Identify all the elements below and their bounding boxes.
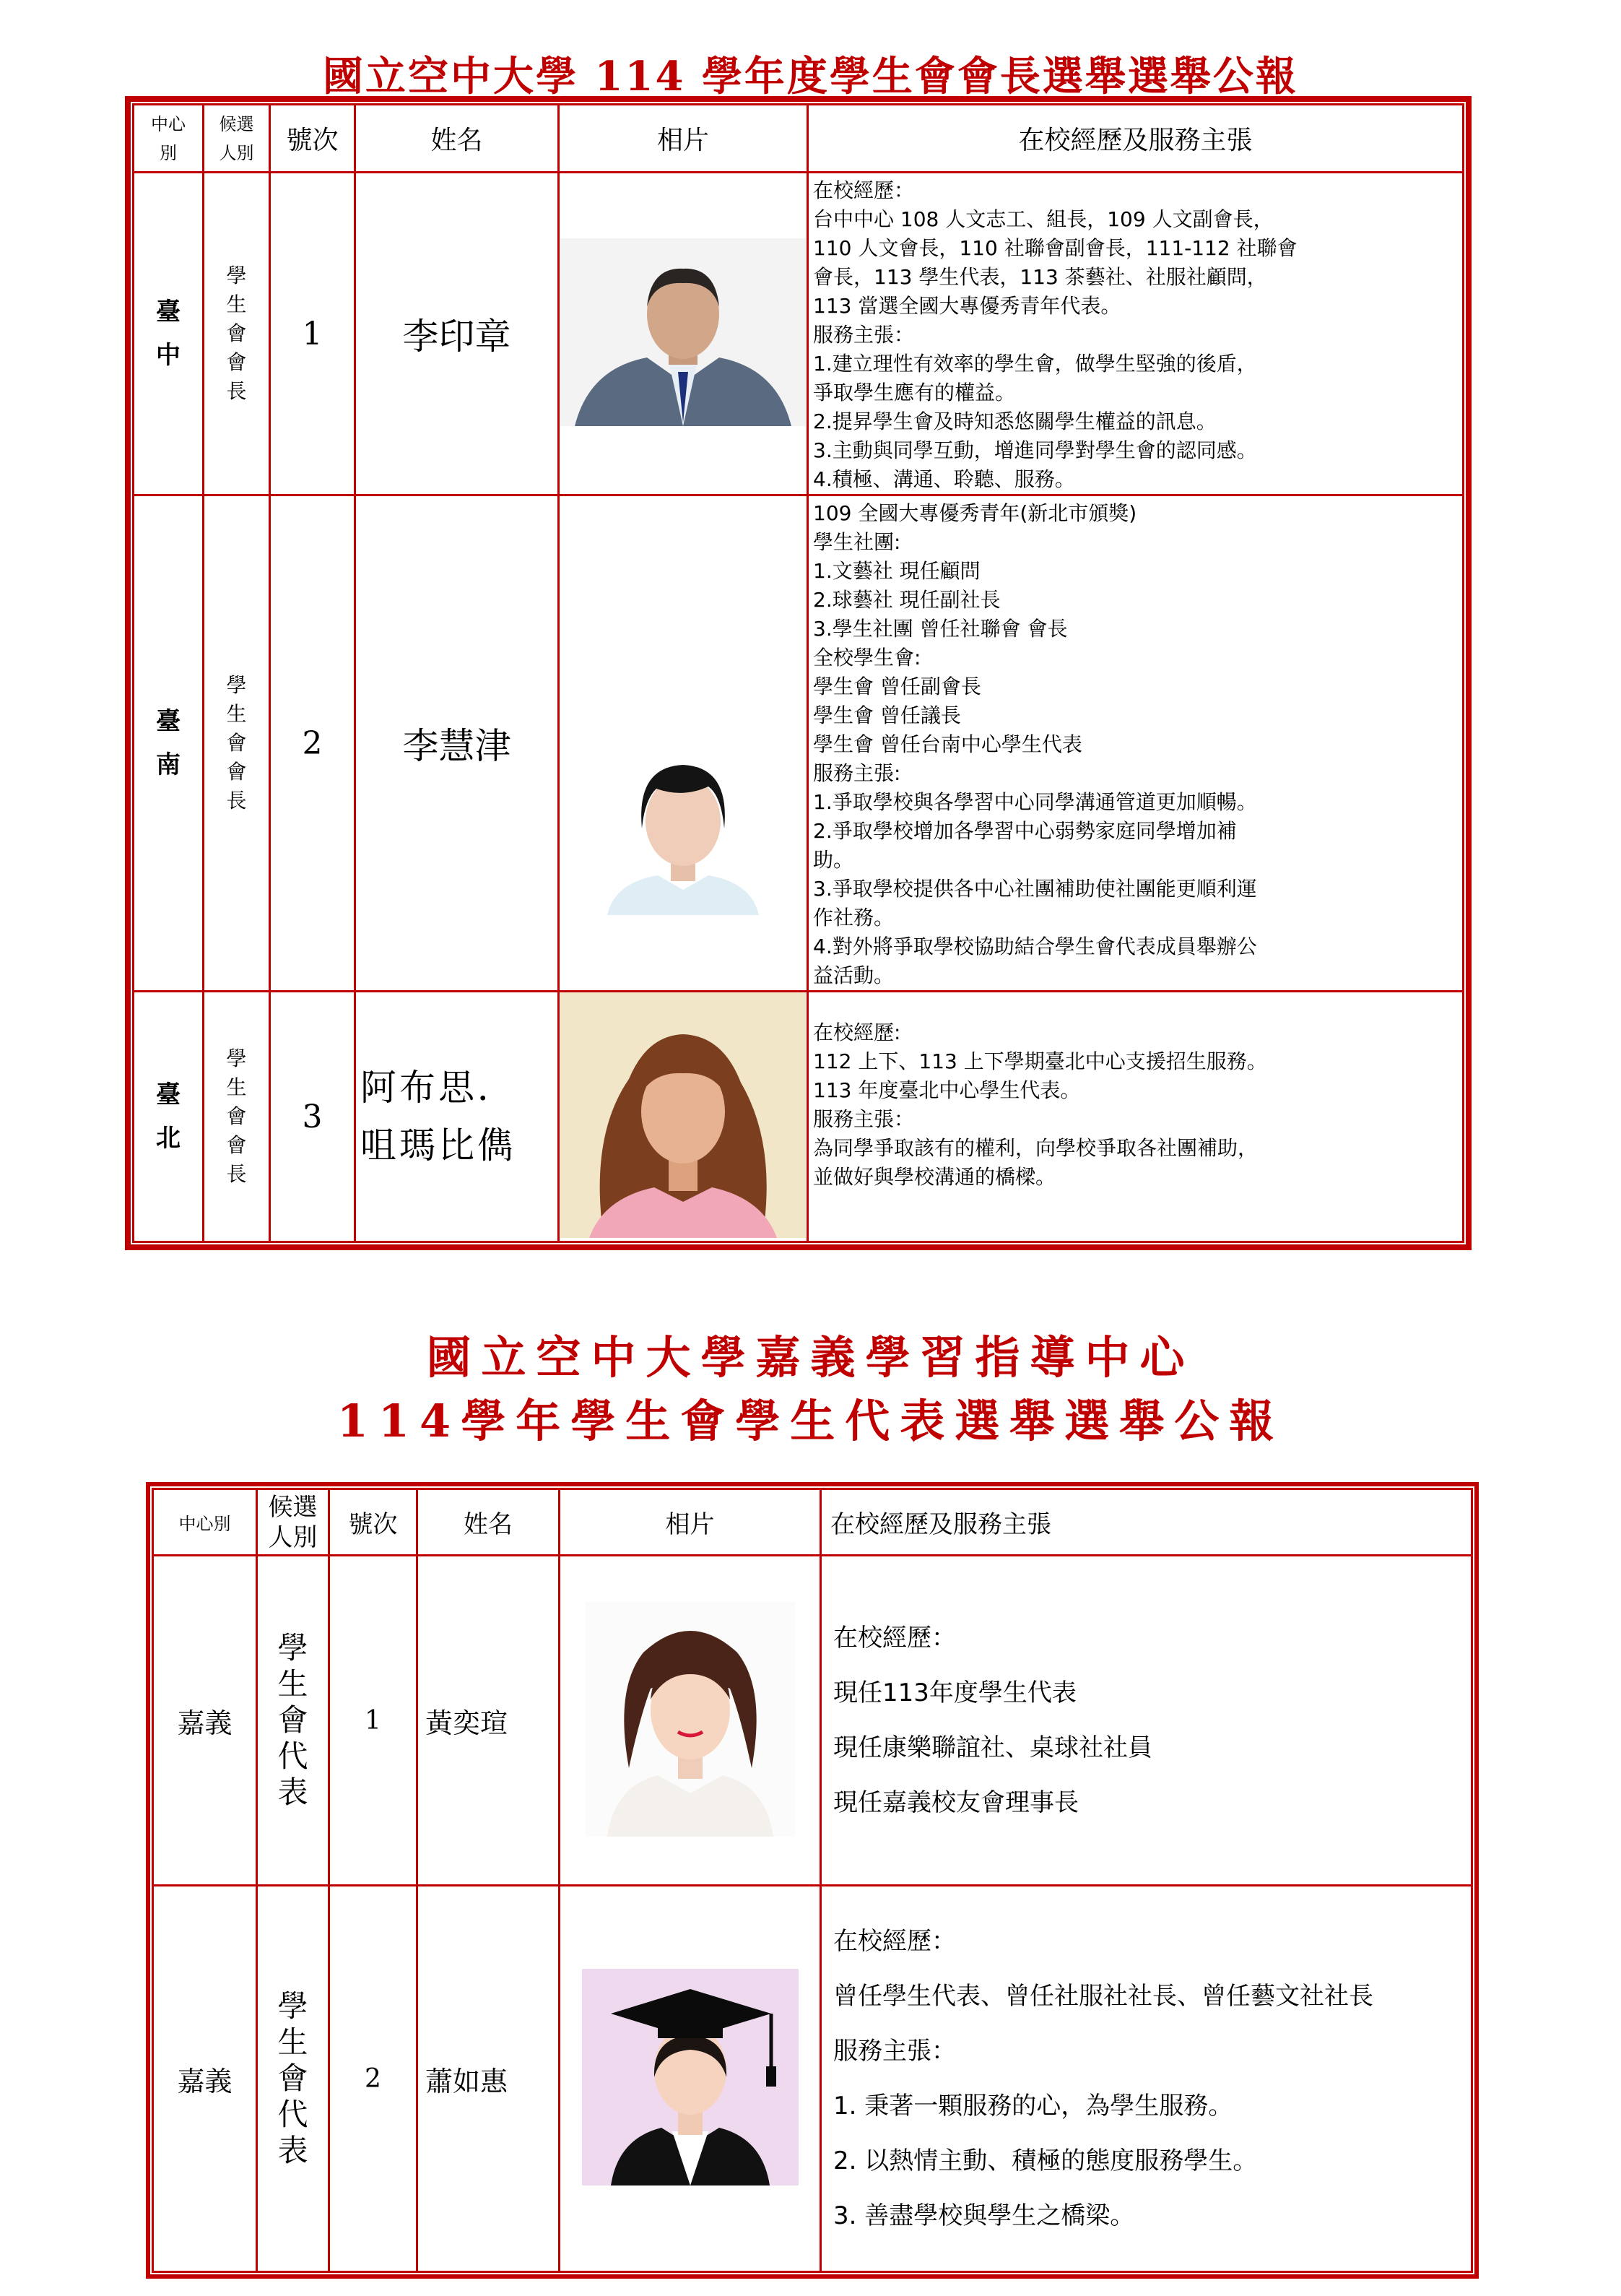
- representative-candidates-table: [152, 1488, 1473, 2273]
- candidate-type-cell: 學 生 會 會 長: [204, 496, 271, 992]
- president-candidates-table: [132, 103, 1464, 1243]
- header-photo: 相片: [560, 103, 809, 173]
- table-header-row: [152, 1488, 1473, 1556]
- bio-cell: 109 全國大專優秀青年(新北市頒獎) 學生社團: 1.文藝社 現任顧問 2.球藝社 現任副社長 3.學生社團 曾任社聯會 會長 全校學生會: 學生會 曾任副會長 學生會 曾任議長 學生會 曾任台南中心學生代表 服務主張: 1.爭取學校與各學習中心同學溝通管道更加順暢。 2.爭取學校增加各學習中心弱勢家庭同學增加補 助。 3.爭取學校提供各中心社團補助使社團能更順利運 作社務。 4.對外將爭取學校協助結合學生會代表成員舉辦公 益活動。: [809, 496, 1464, 992]
- table-row: [132, 496, 1464, 992]
- photo-cell: [560, 992, 809, 1243]
- header-center: 中心別: [152, 1488, 258, 1556]
- bulletin2-title-line2: 114學年學生會學生代表選舉選舉公報: [336, 1395, 1285, 1447]
- center-cell: 嘉義: [152, 1556, 258, 1886]
- candidate-type-cell: 學 生 會 會 長: [204, 992, 271, 1243]
- number-cell: 2: [330, 1886, 418, 2273]
- header-center: 中心 別: [132, 103, 204, 173]
- candidate-photo: [560, 992, 806, 1238]
- center-cell: 嘉義: [152, 1886, 258, 2273]
- bulletin1-title: 國立空中大學 114 學年度學生會會長選舉選舉公報: [323, 53, 1298, 100]
- number-cell: 1: [271, 173, 356, 496]
- name-cell: 李慧津: [356, 496, 560, 992]
- candidate-photo: [560, 238, 806, 426]
- header-number: 號次: [330, 1488, 418, 1556]
- candidate-photo: [593, 735, 773, 915]
- photo-cell: [560, 1556, 822, 1886]
- candidate-photo: [582, 1969, 799, 2185]
- center-cell: 臺 中: [132, 173, 204, 496]
- name-cell: 阿布思． 咀瑪比儁: [356, 992, 560, 1243]
- header-bio: 在校經歷及服務主張: [809, 103, 1464, 173]
- bio-cell: 在校經歷： 現任113年度學生代表 現任康樂聯誼社、桌球社社員 現任嘉義校友會理事長: [822, 1556, 1473, 1886]
- header-name: 姓名: [356, 103, 560, 173]
- candidate-type-cell: 學 生 會 代 表: [258, 1556, 330, 1886]
- photo-cell: [560, 496, 809, 992]
- photo-cell: [560, 1886, 822, 2273]
- candidate-type-cell: 學 生 會 代 表: [258, 1886, 330, 2273]
- name-cell: 蕭如惠: [418, 1886, 560, 2273]
- header-number: 號次: [271, 103, 356, 173]
- photo-cell: [560, 173, 809, 496]
- header-candidate-type: 候選 人別: [204, 103, 271, 173]
- table-row: [152, 1556, 1473, 1886]
- number-cell: 3: [271, 992, 356, 1243]
- header-name: 姓名: [418, 1488, 560, 1556]
- bulletin2-title-line1: 國立空中大學嘉義學習指導中心: [426, 1331, 1195, 1384]
- header-photo: 相片: [560, 1488, 822, 1556]
- number-cell: 2: [271, 496, 356, 992]
- bio-cell: 在校經歷： 台中中心 108 人文志工、組長，109 人文副會長， 110 人文會長，110 社聯會副會長，111-112 社聯會 會長，113 學生代表，113 茶藝社、社服社顧問， 113 當選全國大專優秀青年代表。 服務主張： 1.建立理性有效率的學生會，做學生堅強的後盾， 爭取學生應有的權益。 2.提昇學生會及時知悉悠關學生權益的訊息。 3.主動與同學互動，增進同學對學生會的認同感。 4.積極、溝通、聆聽、服務。: [809, 173, 1464, 496]
- table-row: [152, 1886, 1473, 2273]
- center-cell: 臺 南: [132, 496, 204, 992]
- bio-cell: 在校經歷： 曾任學生代表、曾任社服社社長、曾任藝文社社長 服務主張： 1. 秉著一顆服務的心，為學生服務。 2. 以熱情主動、積極的態度服務學生。 3. 善盡學校與學生之橋梁。: [822, 1886, 1473, 2273]
- bio-cell: 在校經歷: 112 上下、113 上下學期臺北中心支援招生服務。 113 年度臺北中心學生代表。 服務主張： 為同學爭取該有的權利，向學校爭取各社團補助， 並做好與學校溝通的橋樑。: [809, 992, 1464, 1243]
- table-row: [132, 173, 1464, 496]
- header-bio: 在校經歷及服務主張: [822, 1488, 1473, 1556]
- candidate-photo: [586, 1602, 795, 1837]
- header-candidate-type: 候選 人別: [258, 1488, 330, 1556]
- table-row: [132, 992, 1464, 1243]
- table-header-row: [132, 103, 1464, 173]
- center-cell: 臺 北: [132, 992, 204, 1243]
- number-cell: 1: [330, 1556, 418, 1886]
- name-cell: 李印章: [356, 173, 560, 496]
- name-cell: 黃奕瑄: [418, 1556, 560, 1886]
- candidate-type-cell: 學 生 會 會 長: [204, 173, 271, 496]
